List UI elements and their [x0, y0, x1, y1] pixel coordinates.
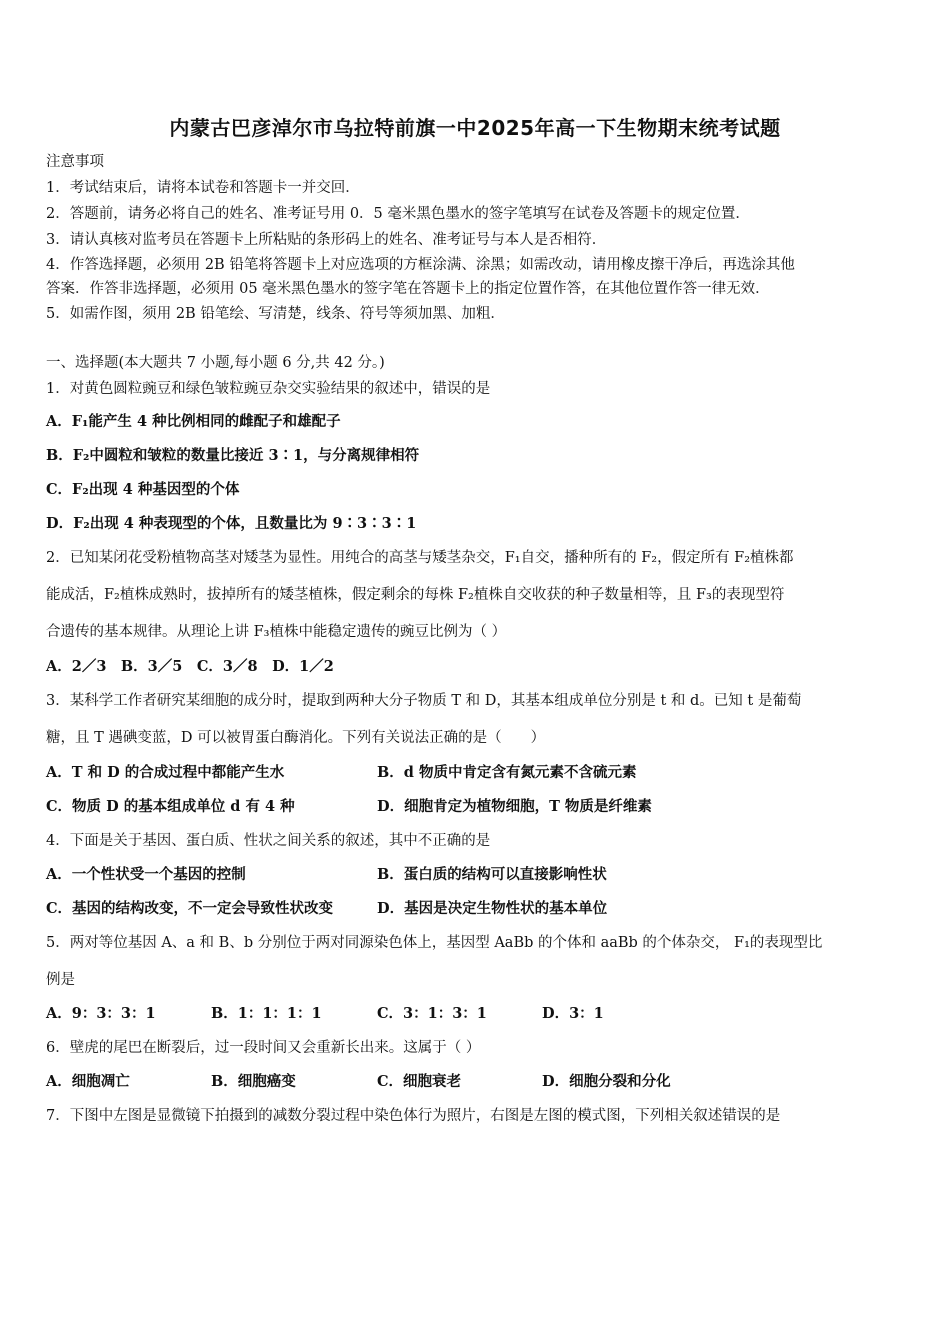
question-1-stem: 1．对黄色圆粒豌豆和绿色皱粒豌豆杂交实验结果的叙述中，错误的是: [46, 381, 491, 397]
question-4-option-d: D．基因是决定生物性状的基本单位: [377, 900, 608, 917]
question-2-stem-line: 能成活，F₂植株成熟时，拔掉所有的矮茎植株，假定剩余的每株 F₂植株自交收获的种子数量相等，且 F₃的表现型符: [46, 587, 785, 603]
notice-item: 5．如需作图，须用 2B 铅笔绘、写清楚，线条、符号等须加黑、加粗．: [46, 306, 505, 322]
question-3-stem-line: 糖，且 T 遇碘变蓝，D 可以被胃蛋白酶消化。下列有关说法正确的是（ ）: [46, 730, 546, 746]
question-6-option-c: C．细胞衰老: [377, 1073, 462, 1090]
notice-item: 2．答题前，请务必将自己的姓名、准考证号用 0．5 毫米黑色墨水的签字笔填写在试卷及答题卡的规定位置．: [46, 206, 750, 222]
section-heading: 一、选择题(本大题共 7 小题,每小题 6 分,共 42 分。): [46, 355, 385, 371]
question-5-option-d: D．3：1: [542, 1005, 604, 1022]
question-3-stem-line: 3．某科学工作者研究某细胞的成分时，提取到两种大分子物质 T 和 D，其基本组成单位分别是 t 和 d。已知 t 是葡萄: [46, 693, 802, 709]
question-7-stem: 7．下图中左图是显微镜下拍摄到的减数分裂过程中染色体行为照片，右图是左图的模式图，下列相关叙述错误的是: [46, 1108, 781, 1124]
page-title: 内蒙古巴彦淖尔市乌拉特前旗一中2025年高一下生物期末统考试题: [169, 116, 781, 140]
question-1-option-b: B．F₂中圆粒和皱粒的数量比接近 3∶1，与分离规律相符: [46, 447, 420, 464]
question-4-stem: 4．下面是关于基因、蛋白质、性状之间关系的叙述，其中不正确的是: [46, 833, 491, 849]
question-6-option-a: A．细胞凋亡: [46, 1073, 130, 1090]
notice-item: 4．作答选择题，必须用 2B 铅笔将答题卡上对应选项的方框涂满、涂黑；如需改动，请用橡皮擦干净后，再选涂其他: [46, 257, 795, 273]
notice-item: 1．考试结束后，请将本试卷和答题卡一并交回．: [46, 180, 360, 196]
question-2-options: A．2／3 B．3／5 C．3／8 D．1／2: [46, 658, 334, 675]
question-6-option-b: B．细胞癌变: [211, 1073, 296, 1090]
question-3-option-a: A．T 和 D 的合成过程中都能产生水: [46, 764, 285, 781]
question-3-option-d: D．细胞肯定为植物细胞，T 物质是纤维素: [377, 798, 652, 815]
question-2-stem-line: 2．已知某闭花受粉植物高茎对矮茎为显性。用纯合的高茎与矮茎杂交，F₁自交，播种所有的 F₂，假定所有 F₂植株都: [46, 550, 794, 566]
question-4-option-b: B．蛋白质的结构可以直接影响性状: [377, 866, 607, 883]
question-6-option-d: D．细胞分裂和分化: [542, 1073, 671, 1090]
question-2-stem-line: 合遗传的基本规律。从理论上讲 F₃植株中能稳定遗传的豌豆比例为（ ）: [46, 624, 507, 640]
question-5-stem-line: 5．两对等位基因 A、a 和 B、b 分别位于两对同源染色体上，基因型 AaBb 的个体和 aaBb 的个体杂交， F₁的表现型比: [46, 935, 823, 951]
question-1-option-a: A．F₁能产生 4 种比例相同的雌配子和雄配子: [46, 413, 341, 430]
question-5-stem-line: 例是: [46, 972, 75, 988]
question-5-option-a: A．9：3：3：1: [46, 1005, 156, 1022]
question-5-option-c: C．3：1：3：1: [377, 1005, 487, 1022]
notice-item: 答案．作答非选择题，必须用 05 毫米黑色墨水的签字笔在答题卡上的指定位置作答，在其他位置作答一律无效．: [46, 281, 770, 297]
question-5-option-b: B．1：1：1：1: [211, 1005, 322, 1022]
question-1-option-c: C．F₂出现 4 种基因型的个体: [46, 481, 240, 498]
question-3-option-c: C．物质 D 的基本组成单位 d 有 4 种: [46, 798, 295, 815]
question-4-option-a: A．一个性状受一个基因的控制: [46, 866, 246, 883]
question-4-option-c: C．基因的结构改变，不一定会导致性状改变: [46, 900, 334, 917]
question-1-option-d: D．F₂出现 4 种表现型的个体，且数量比为 9∶3∶3∶1: [46, 515, 417, 532]
notice-item: 3．请认真核对监考员在答题卡上所粘贴的条形码上的姓名、准考证号与本人是否相符．: [46, 232, 607, 248]
notice-heading: 注意事项: [46, 154, 104, 170]
question-3-option-b: B．d 物质中肯定含有氮元素不含硫元素: [377, 764, 637, 781]
question-6-stem: 6．壁虎的尾巴在断裂后，过一段时间又会重新长出来。这属于（ ）: [46, 1040, 481, 1056]
